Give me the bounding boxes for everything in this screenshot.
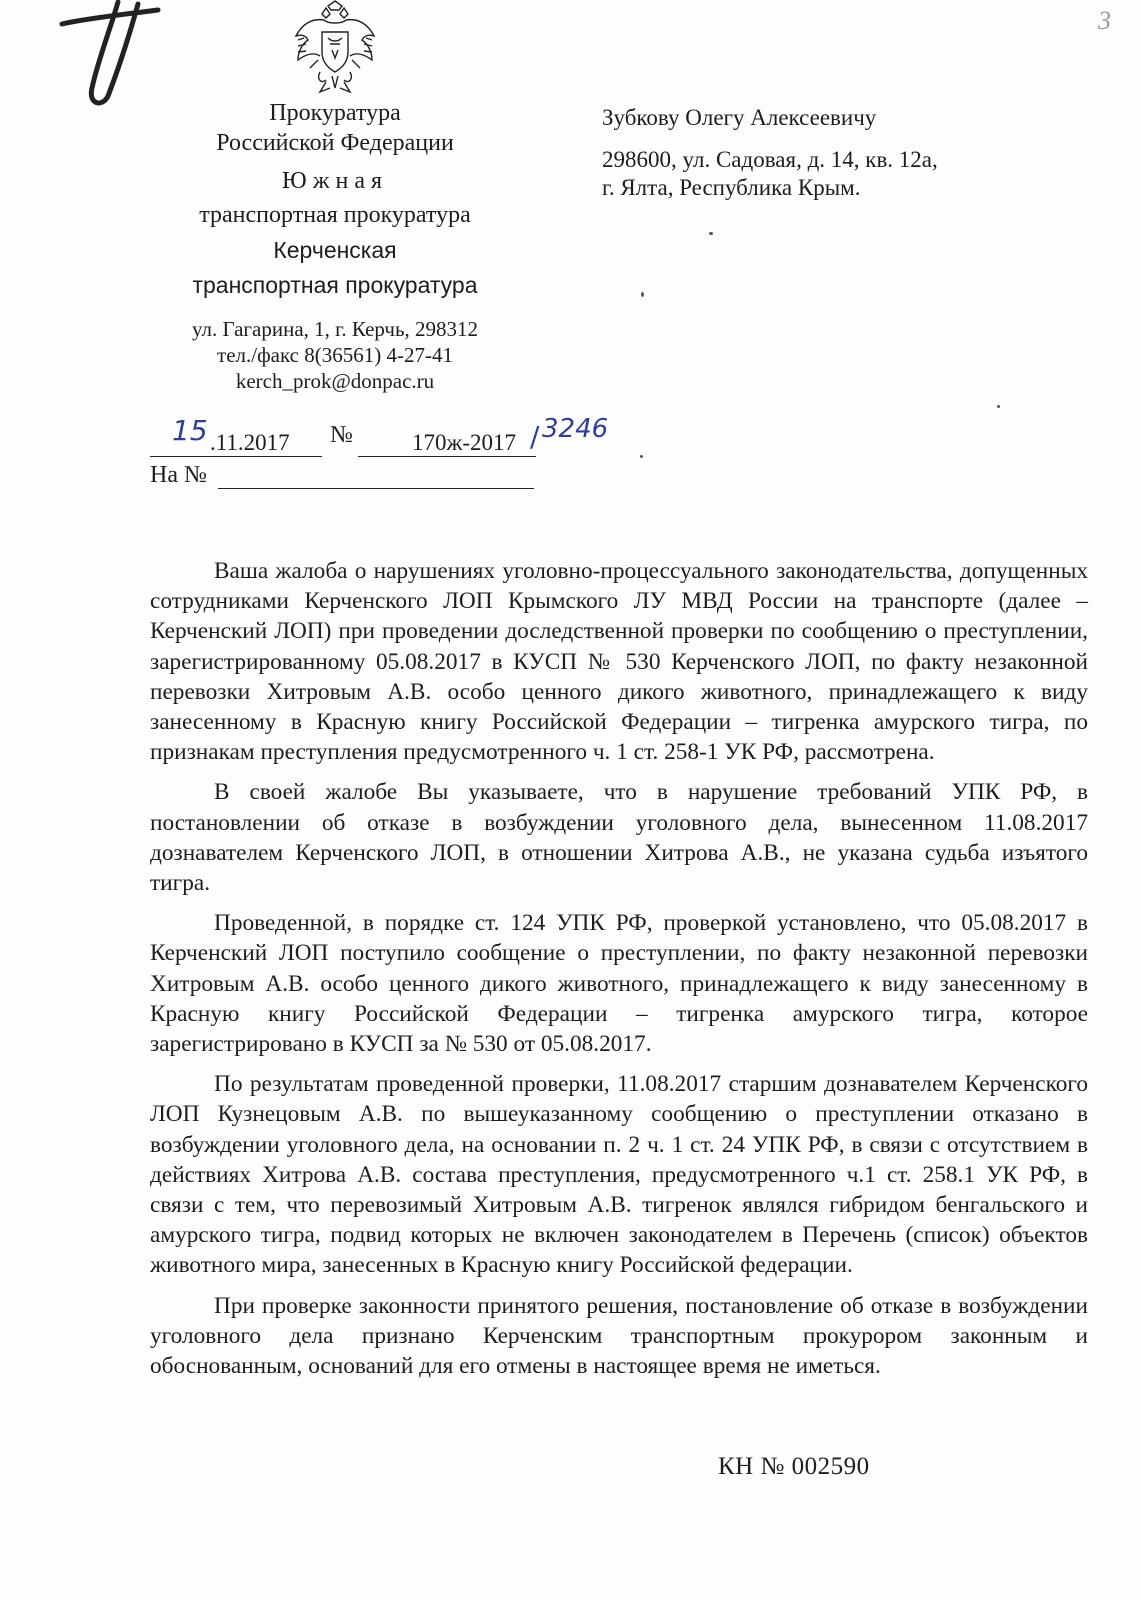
letter-body [150,556,1088,1381]
recipient-block [602,104,1062,202]
scan-speck [640,455,643,458]
body-paragraph: При проверке законности принятого решения, постановление об отказе в возбуждении уголовного дела признано Керченским транспортным прокурором законным и обоснованным, оснований для его отмены в настоящее время не иметься. [150,1292,1088,1380]
recipient-address-line-1: 298600, ул. Садовая, д. 14, кв. 12а, [602,147,938,172]
sender-line-2: Российской Федерации [216,130,454,156]
reply-to-label: На № [150,462,207,488]
sender-line-5: Керченская [273,237,397,263]
sender-line-3: Южная [281,168,389,194]
body-paragraph: Проведенной, в порядке ст. 124 УПК РФ, проверкой установлено, что 05.08.2017 в Керченский ЛОП поступило сообщение о преступлении, по факту незаконной перевозки Хитровым А.В. особо ценного дикого животного, принадлежащего к виду занесенному в Красную книгу Российской Федерации – тигренка амурского тигра, которое зарегистрировано в КУСП за № 530 от 05.08.2017. [150,910,1088,1058]
sender-line-1: Прокуратура [269,100,401,126]
coat-of-arms-icon [292,0,378,98]
body-paragraph: Ваша жалоба о нарушениях уголовно-процессуального законодательства, допущенных сотрудниками Керченского ЛОП Крымского ЛУ МВД России на транспорте (далее – Керченский ЛОП) при проведении доследственной проверки по сообщению о преступлении, зарегистрированному 05.08.2017 в КУСП № 530 Керченского ЛОП, по факту незаконной перевозки Хитровым А.В. особо ценного дикого животного, принадлежащего к виду занесенному в Красную книгу Российской Федерации – тигренка амурского тигра, по признакам преступления предусмотренного ч. 1 ст. 258-1 УК РФ, рассмотрена. [150,558,1088,766]
scan-speck [709,232,713,235]
reference-line [150,414,670,504]
sender-phone: тел./факс 8(36561) 4-27-41 [217,343,453,367]
paper-clip-icon [58,0,168,110]
scan-speck [997,405,1000,408]
reply-to-field-line [218,460,534,489]
recipient-address-line-2: г. Ялта, Республика Крым. [602,175,861,200]
date-printed: .11.2017 [210,430,290,455]
scan-speck [641,292,644,297]
sender-address: ул. Гагарина, 1, г. Керчь, 298312 [191,317,479,341]
sender-line-4: транспортная прокуратура [199,202,471,228]
number-handwritten: 3246 [542,414,609,444]
number-sign: № [330,422,353,448]
body-paragraph: По результатам проведенной проверки, 11.08.2017 старшим дознавателем Керченского ЛОП Кузнецовым А.В. по вышеуказанному сообщению о преступлении отказано в возбуждении уголовного дела, на основании п. 2 ч. 1 ст. 24 УПК РФ, в связи с отсутствием в действиях Хитрова А.В. состава преступления, предусмотренного ч.1 ст. 258.1 УК РФ, в связи с тем, что перевозимый Хитровым А.В. тигренок являлся гибридом бенгальского и амурского тигра, подвид которых не включен законодателем в Перечень (список) объектов животного мира, занесенных в Красную книгу Российской федерации. [150,1071,1088,1279]
sender-line-6: транспортная прокуратура [192,272,478,298]
sender-email: kerch_prok@donpac.ru [235,369,435,393]
body-paragraph: В своей жалобе Вы указываете, что в нарушение требований УПК РФ, в постановлении об отказе в возбуждении уголовного дела, вынесенном 11.08.2017 дознавателем Керченского ЛОП, в отношении Хитрова А.В., не указана судьба изъятого тигра. [150,779,1088,897]
date-handwritten: 15 [172,414,208,447]
serial-number: КН № 002590 [718,1453,870,1480]
sender-block [150,98,520,394]
number-slash: / [530,420,540,453]
number-printed: 170ж-2017 [412,430,517,455]
recipient-name: Зубкову Олегу Алексеевичу [602,105,877,130]
page-number-mark: 3 [1098,6,1111,35]
